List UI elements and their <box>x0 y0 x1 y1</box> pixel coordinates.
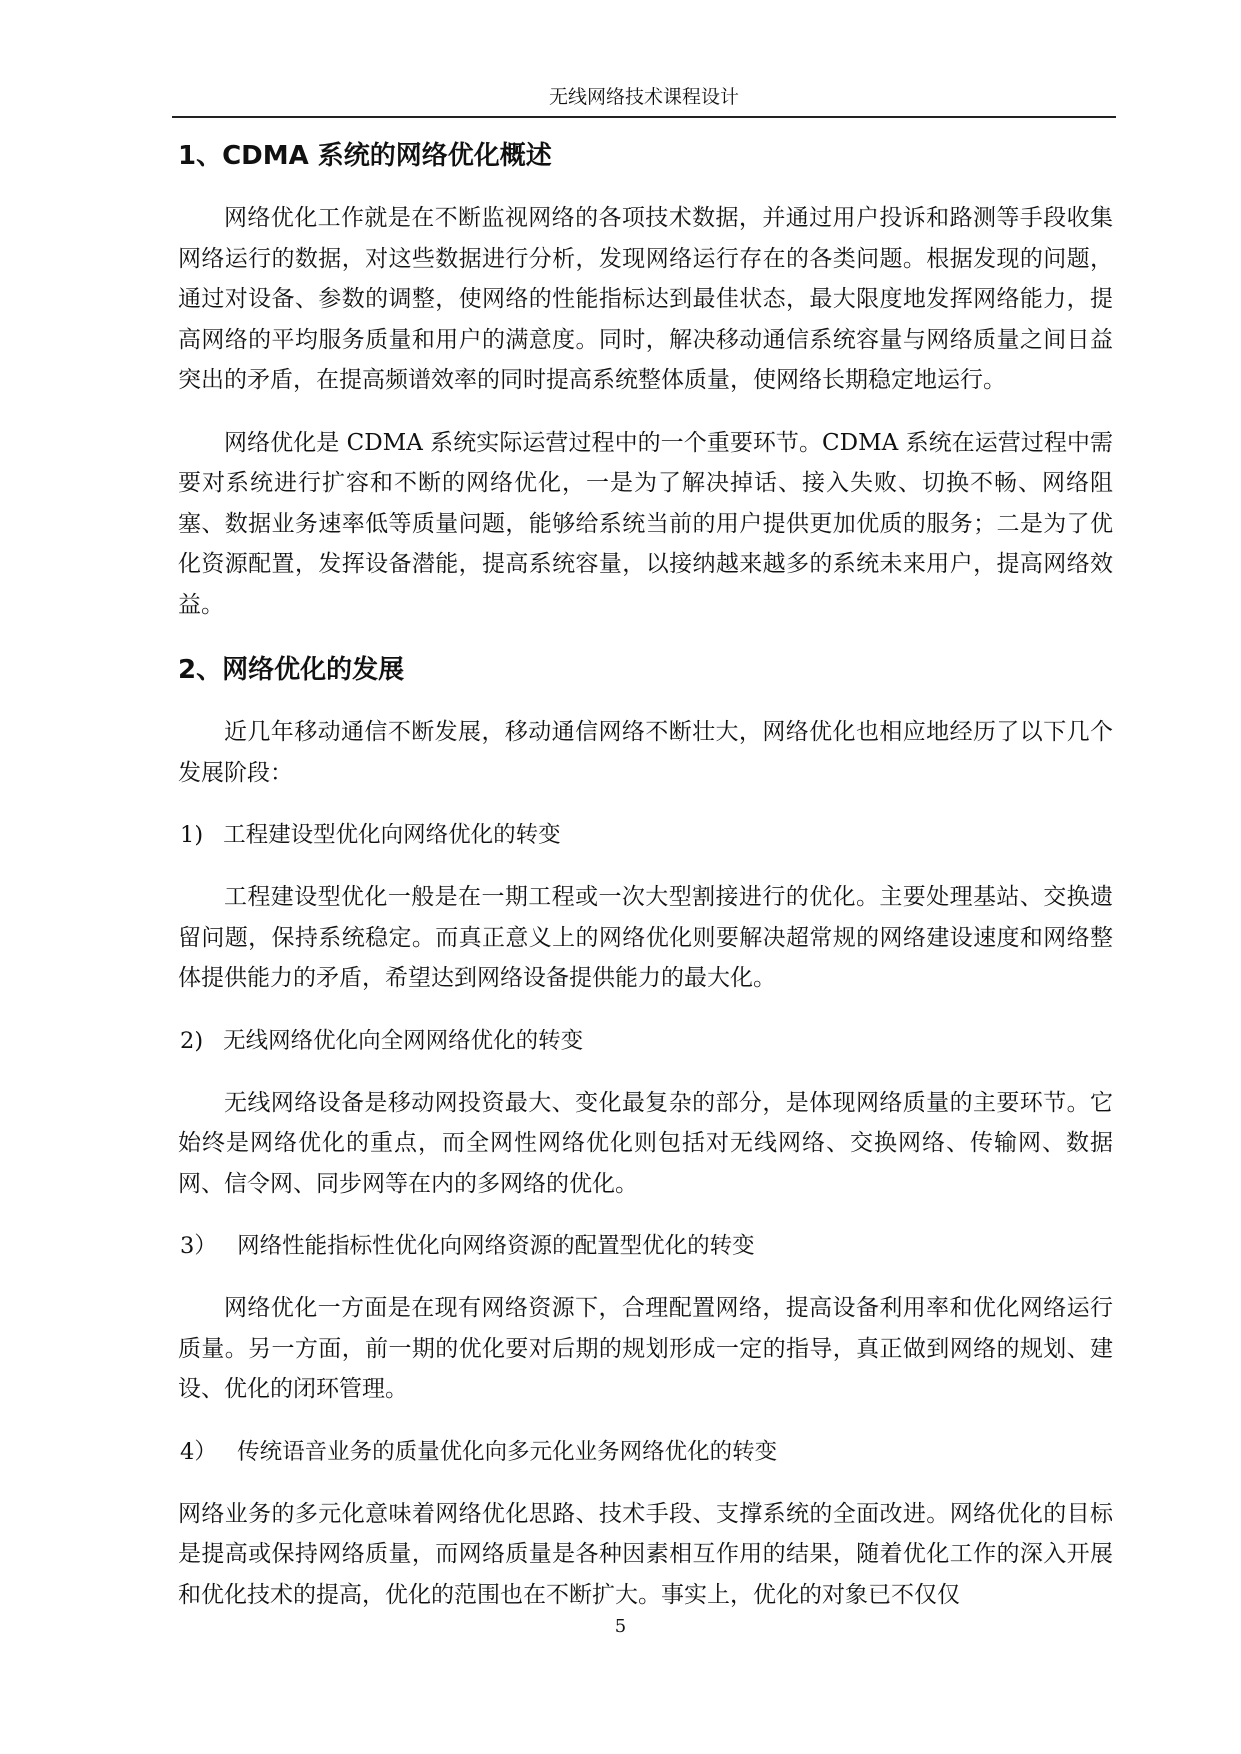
page-number: 5 <box>614 1616 627 1637</box>
item-3-number: 3） <box>180 1233 217 1259</box>
section-2-heading: 2、网络优化的发展 <box>178 655 405 685</box>
item-4-text: 网络业务的多元化意味着网络优化思路、技术手段、支撑系统的全面改进。网络优化的目标是提高或保持网络质量，而网络质量是各种因素相互作用的结果，随着优化工作的深入开展和优化技术的提高，优化的范围也在不断扩大。事实上，优化的对象已不仅仅 <box>178 1500 1113 1608</box>
section-1-paragraph-1: 网络优化工作就是在不断监视网络的各项技术数据，并通过用户投诉和路测等手段收集网络运行的数据，对这些数据进行分析，发现网络运行存在的各类问题。根据发现的问题，通过对设备、参数的调整，使网络的性能指标达到最佳状态，最大限度地发挥网络能力，提高网络的平均服务质量和用户的满意度。同时，解决移动通信系统容量与网络质量之间日益突出的矛盾，在提高频谱效率的同时提高系统整体质量，使网络长期稳定地运行。 <box>178 205 1113 393</box>
header-title: 无线网络技术课程设计 <box>548 86 739 108</box>
section-1-heading: 1、CDMA 系统的网络优化概述 <box>178 141 552 171</box>
item-1-number: 1) <box>180 822 204 848</box>
item-3-title: 网络性能指标性优化向网络资源的配置型优化的转变 <box>237 1233 755 1259</box>
item-1-title: 工程建设型优化向网络优化的转变 <box>223 822 561 848</box>
item-3-text: 网络优化一方面是在现有网络资源下，合理配置网络，提高设备利用率和优化网络运行质量。另一方面，前一期的优化要对后期的规划形成一定的指导，真正做到网络的规划、建设、优化的闭环管理。 <box>178 1295 1113 1402</box>
item-2-title: 无线网络优化向全网网络优化的转变 <box>223 1027 584 1054</box>
item-4-heading <box>178 1432 1113 1472</box>
item-3-heading <box>178 1226 1113 1266</box>
item-4-number: 4） <box>180 1438 217 1465</box>
item-1-heading <box>178 815 1113 855</box>
item-2-text: 无线网络设备是移动网投资最大、变化最复杂的部分，是体现网络质量的主要环节。它始终是网络优化的重点，而全网性网络优化则包括对无线网络、交换网络、传输网、数据网、信令网、同步网等在内的多网络的优化。 <box>178 1089 1113 1197</box>
running-header <box>172 82 1116 118</box>
item-2-heading <box>178 1021 1113 1061</box>
item-4-title: 传统语音业务的质量优化向多元化业务网络优化的转变 <box>237 1438 778 1465</box>
page-content <box>178 133 1113 1637</box>
section-2-intro: 近几年移动通信不断发展，移动通信网络不断壮大，网络优化也相应地经历了以下几个发展阶段： <box>178 719 1113 786</box>
section-1-paragraph-2: 网络优化是 CDMA 系统实际运营过程中的一个重要环节。CDMA 系统在运营过程中需要对系统进行扩容和不断的网络优化，一是为了解决掉话、接入失败、切换不畅、网络阻塞、数据业务速率低等质量问题，能够给系统当前的用户提供更加优质的服务；二是为了优化资源配置，发挥设备潜能，提高系统容量，以接纳越来越多的系统未来用户，提高网络效益。 <box>178 429 1113 618</box>
item-1-text: 工程建设型优化一般是在一期工程或一次大型割接进行的优化。主要处理基站、交换遗留问题，保持系统稳定。而真正意义上的网络优化则要解决超常规的网络建设速度和网络整体提供能力的矛盾，希望达到网络设备提供能力的最大化。 <box>178 884 1113 991</box>
item-2-number: 2) <box>180 1027 204 1054</box>
